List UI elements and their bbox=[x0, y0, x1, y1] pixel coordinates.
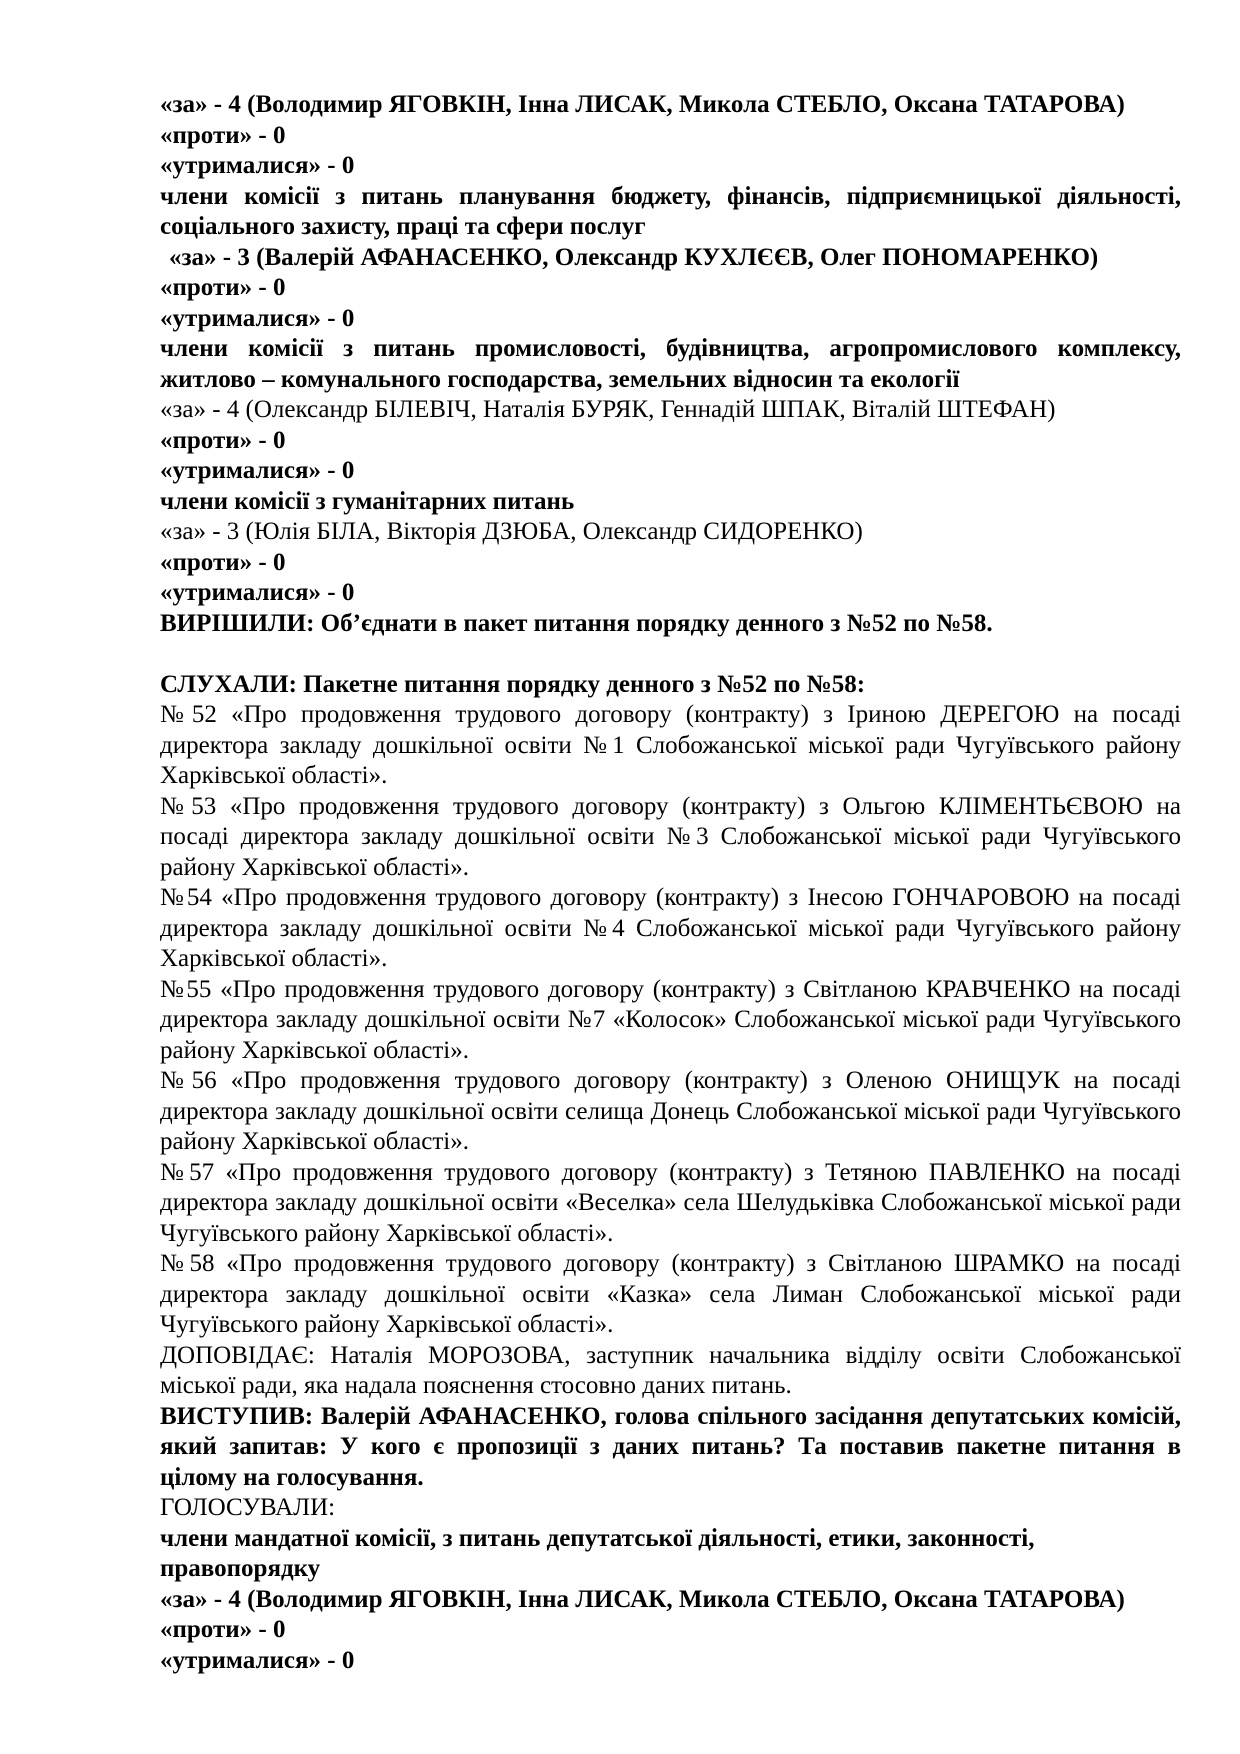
speaker-paragraph: ВИСТУПИВ: Валерій АФАНАСЕНКО, голова спільного засідання депутатських комісій, який запитав: У кого є пропозиції з даних питань? Та поставив пакетне питання в цілому на голосування. bbox=[160, 1402, 1181, 1491]
agenda-item-58: №58 «Про продовження трудового договору (контракту) з Світланою ШРАМКО на посаді директора закладу дошкільної освіти «Казка» села Лиман Слобожанської міської ради Чугуївського району Харківської області». bbox=[160, 1250, 1181, 1338]
vote-za-line: «за» - 3 (Юлія БІЛА, Вікторія ДЗЮБА, Олександр СИДОРЕНКО) bbox=[160, 518, 863, 545]
vote-za-line: «за» - 4 (Олександр БІЛЕВІЧ, Наталія БУРЯК, Геннадій ШПАК, Віталій ШТЕФАН) bbox=[160, 396, 1056, 423]
voted-commission-line: члени мандатної комісії, з питань депутатської діяльності, етики, законності, bbox=[160, 1524, 1035, 1552]
commission-members-line: члени комісії з гуманітарних питань bbox=[160, 487, 575, 515]
agenda-item-56: №56 «Про продовження трудового договору (контракту) з Оленою ОНИЩУК на посаді директора закладу дошкільної освіти селища Донець Слобожанської міської ради Чугуївського району Харківської області». bbox=[160, 1067, 1181, 1155]
vote-za-line: «за» - 4 (Володимир ЯГОВКІН, Інна ЛИСАК, Микола СТЕБЛО, Оксана ТАТАРОВА) bbox=[160, 91, 1125, 118]
agenda-item-53: №53 «Про продовження трудового договору (контракту) з Ольгою КЛІМЕНТЬЄВОЮ на посаді директора закладу дошкільної освіти №3 Слобожанської міської ради Чугуївського району Харківської області». bbox=[160, 792, 1181, 881]
vote-proty-line: «проти» - 0 bbox=[160, 548, 286, 576]
vote-utrymalysia-line: «утрималися» - 0 bbox=[160, 152, 355, 179]
final-vote-utrymalysia-line: «утрималися» - 0 bbox=[160, 1646, 355, 1674]
agenda-item-52: №52 «Про продовження трудового договору (контракту) з Іриною ДЕРЕГОЮ на посаді директора закладу дошкільної освіти №1 Слобожанської міської ради Чугуївського району Харківської області». bbox=[160, 701, 1181, 789]
final-vote-za-line: «за» - 4 (Володимир ЯГОВКІН, Інна ЛИСАК, Микола СТЕБЛО, Оксана ТАТАРОВА) bbox=[160, 1585, 1125, 1613]
agenda-item-57: №57 «Про продовження трудового договору (контракту) з Тетяною ПАВЛЕНКО на посаді директора закладу дошкільної освіти «Веселка» села Шелудьківка Слобожанської міської ради Чугуївського району Харківської області». bbox=[160, 1158, 1181, 1247]
vote-proty-line: «проти» - 0 bbox=[160, 274, 286, 301]
voted-commission-line: правопорядку bbox=[160, 1555, 321, 1582]
agenda-item-54: №54 «Про продовження трудового договору (контракту) з Інесою ГОНЧАРОВОЮ на посаді директора закладу дошкільної освіти №4 Слобожанської міської ради Чугуївського району Харківської області». bbox=[160, 884, 1181, 972]
commission-members-line: члени комісії з питань промисловості, будівництва, агропромислового комплексу, житлово – комунального господарства, земельних відносин та екології bbox=[160, 335, 1181, 393]
vote-utrymalysia-line: «утрималися» - 0 bbox=[160, 457, 355, 484]
heard-heading: СЛУХАЛИ: Пакетне питання порядку денного з №52 по №58: bbox=[160, 670, 866, 698]
final-vote-proty-line: «проти» - 0 bbox=[160, 1616, 286, 1643]
vote-utrymalysia-line: «утрималися» - 0 bbox=[160, 579, 355, 606]
vote-za-line: «за» - 3 (Валерій АФАНАСЕНКО, Олександр КУХЛЄЄВ, Олег ПОНОМАРЕНКО) bbox=[169, 243, 1099, 271]
page-text-block bbox=[160, 90, 1181, 1676]
blank-line bbox=[160, 639, 1181, 670]
decision-line: ВИРІШИЛИ: Об’єднати в пакет питання порядку денного з №52 по №58. bbox=[160, 609, 993, 637]
vote-proty-line: «проти» - 0 bbox=[160, 121, 286, 149]
vote-proty-line: «проти» - 0 bbox=[160, 426, 286, 454]
vote-utrymalysia-line: «утрималися» - 0 bbox=[160, 304, 355, 332]
reporter-paragraph: ДОПОВІДАЄ: Наталія МОРОЗОВА, заступник начальника відділу освіти Слобожанської міської ради, яка надала пояснення стосовно даних питань. bbox=[160, 1341, 1181, 1399]
voted-heading: ГОЛОСУВАЛИ: bbox=[160, 1494, 336, 1521]
agenda-item-55: №55 «Про продовження трудового договору (контракту) з Світланою КРАВЧЕНКО на посаді директора закладу дошкільної освіти №7 «Колосок» Слобожанської міської ради Чугуївського району Харківської області». bbox=[160, 975, 1181, 1064]
commission-members-line: члени комісії з питань планування бюджету, фінансів, підприємницької діяльності, соціального захисту, праці та сфери послуг bbox=[160, 182, 1181, 240]
